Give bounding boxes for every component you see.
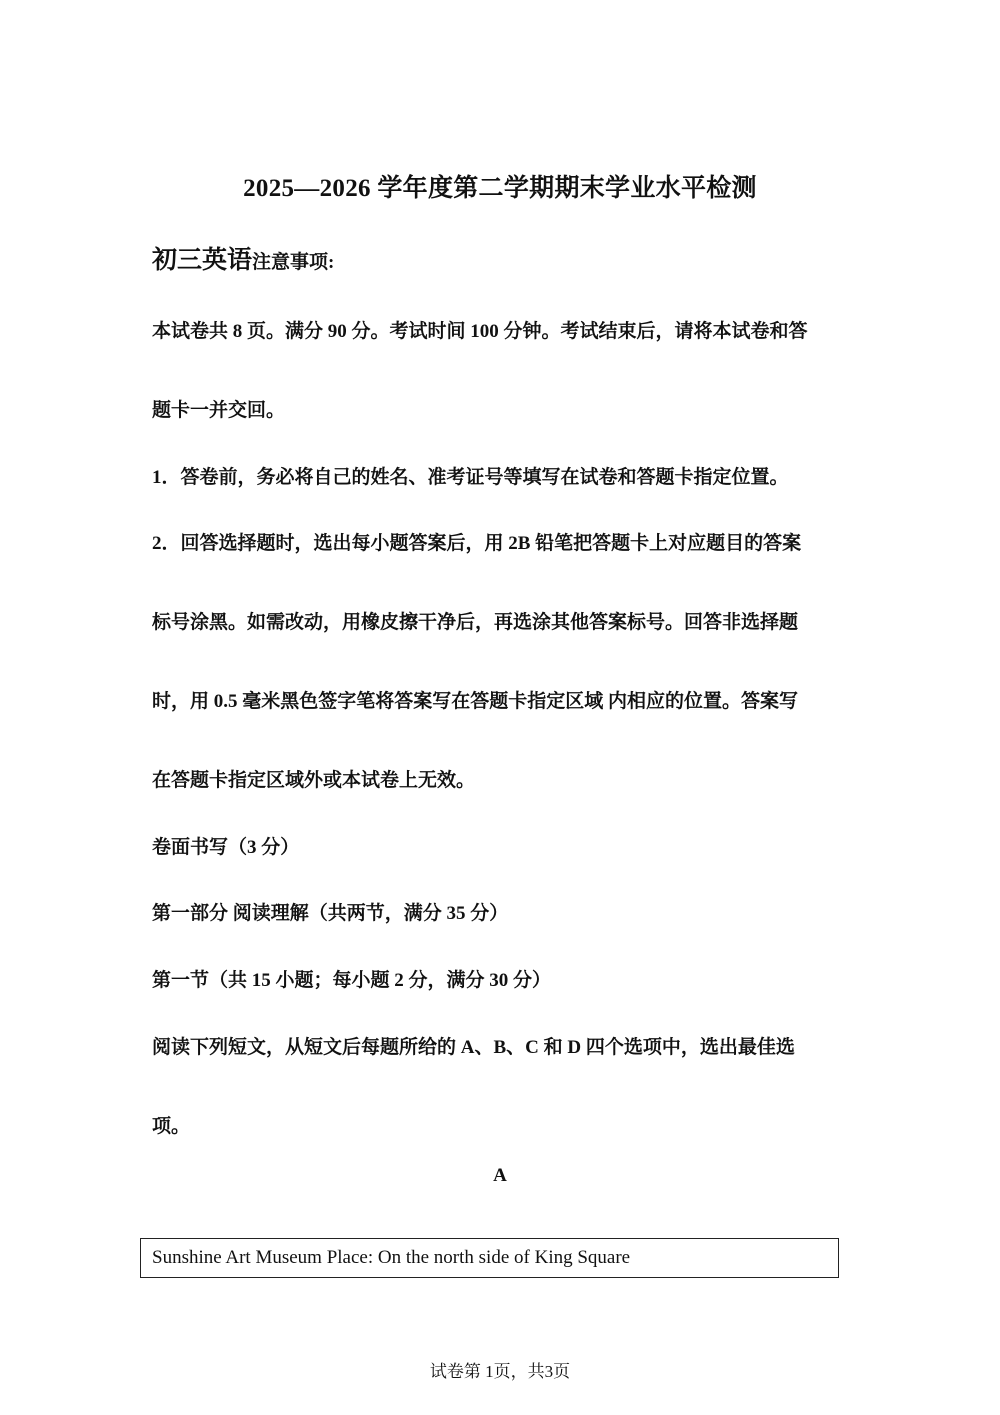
directions-line-2: 项。	[152, 1116, 191, 1137]
passage-info-box	[140, 1238, 839, 1278]
instruction-item-2-line-2: 标号涂黑。如需改动，用橡皮擦干净后，再选涂其他答案标号。回答非选择题	[152, 612, 799, 633]
exam-title: 2025—2026 学年度第二学期期末学业水平检测	[243, 175, 757, 202]
info-box-text: Sunshine Art Museum Place: On the north side of King Square	[152, 1247, 631, 1268]
page-footer: 试卷第 1页，共3页	[429, 1362, 571, 1381]
instruction-item-2-line-1: 2．回答选择题时，选出每小题答案后，用 2B 铅笔把答题卡上对应题目的答案	[152, 533, 802, 554]
handwriting-score-note: 卷面书写（3 分）	[152, 837, 300, 858]
part-one-heading: 第一部分 阅读理解（共两节，满分 35 分）	[152, 903, 509, 924]
intro-line-2: 题卡一并交回。	[152, 400, 286, 421]
instruction-item-2-line-4: 在答题卡指定区域外或本试卷上无效。	[152, 770, 476, 791]
intro-line-1: 本试卷共 8 页。满分 90 分。考试时间 100 分钟。考试结束后，请将本试卷和答	[152, 321, 808, 342]
subject-label: 初三英语	[152, 247, 253, 274]
notice-heading: 注意事项:	[252, 252, 335, 273]
passage-label: A	[493, 1165, 507, 1186]
instruction-item-2-line-3: 时，用 0.5 毫米黑色签字笔将答案写在答题卡指定区域 内相应的位置。答案写	[152, 691, 799, 712]
subject-heading-row	[152, 240, 852, 276]
directions-line-1: 阅读下列短文，从短文后每题所给的 A、B、C 和 D 四个选项中，选出最佳选	[152, 1037, 795, 1058]
instruction-item-1: 1．答卷前，务必将自己的姓名、准考证号等填写在试卷和答题卡指定位置。	[152, 467, 789, 488]
section-one-heading: 第一节（共 15 小题；每小题 2 分，满分 30 分）	[152, 970, 552, 991]
